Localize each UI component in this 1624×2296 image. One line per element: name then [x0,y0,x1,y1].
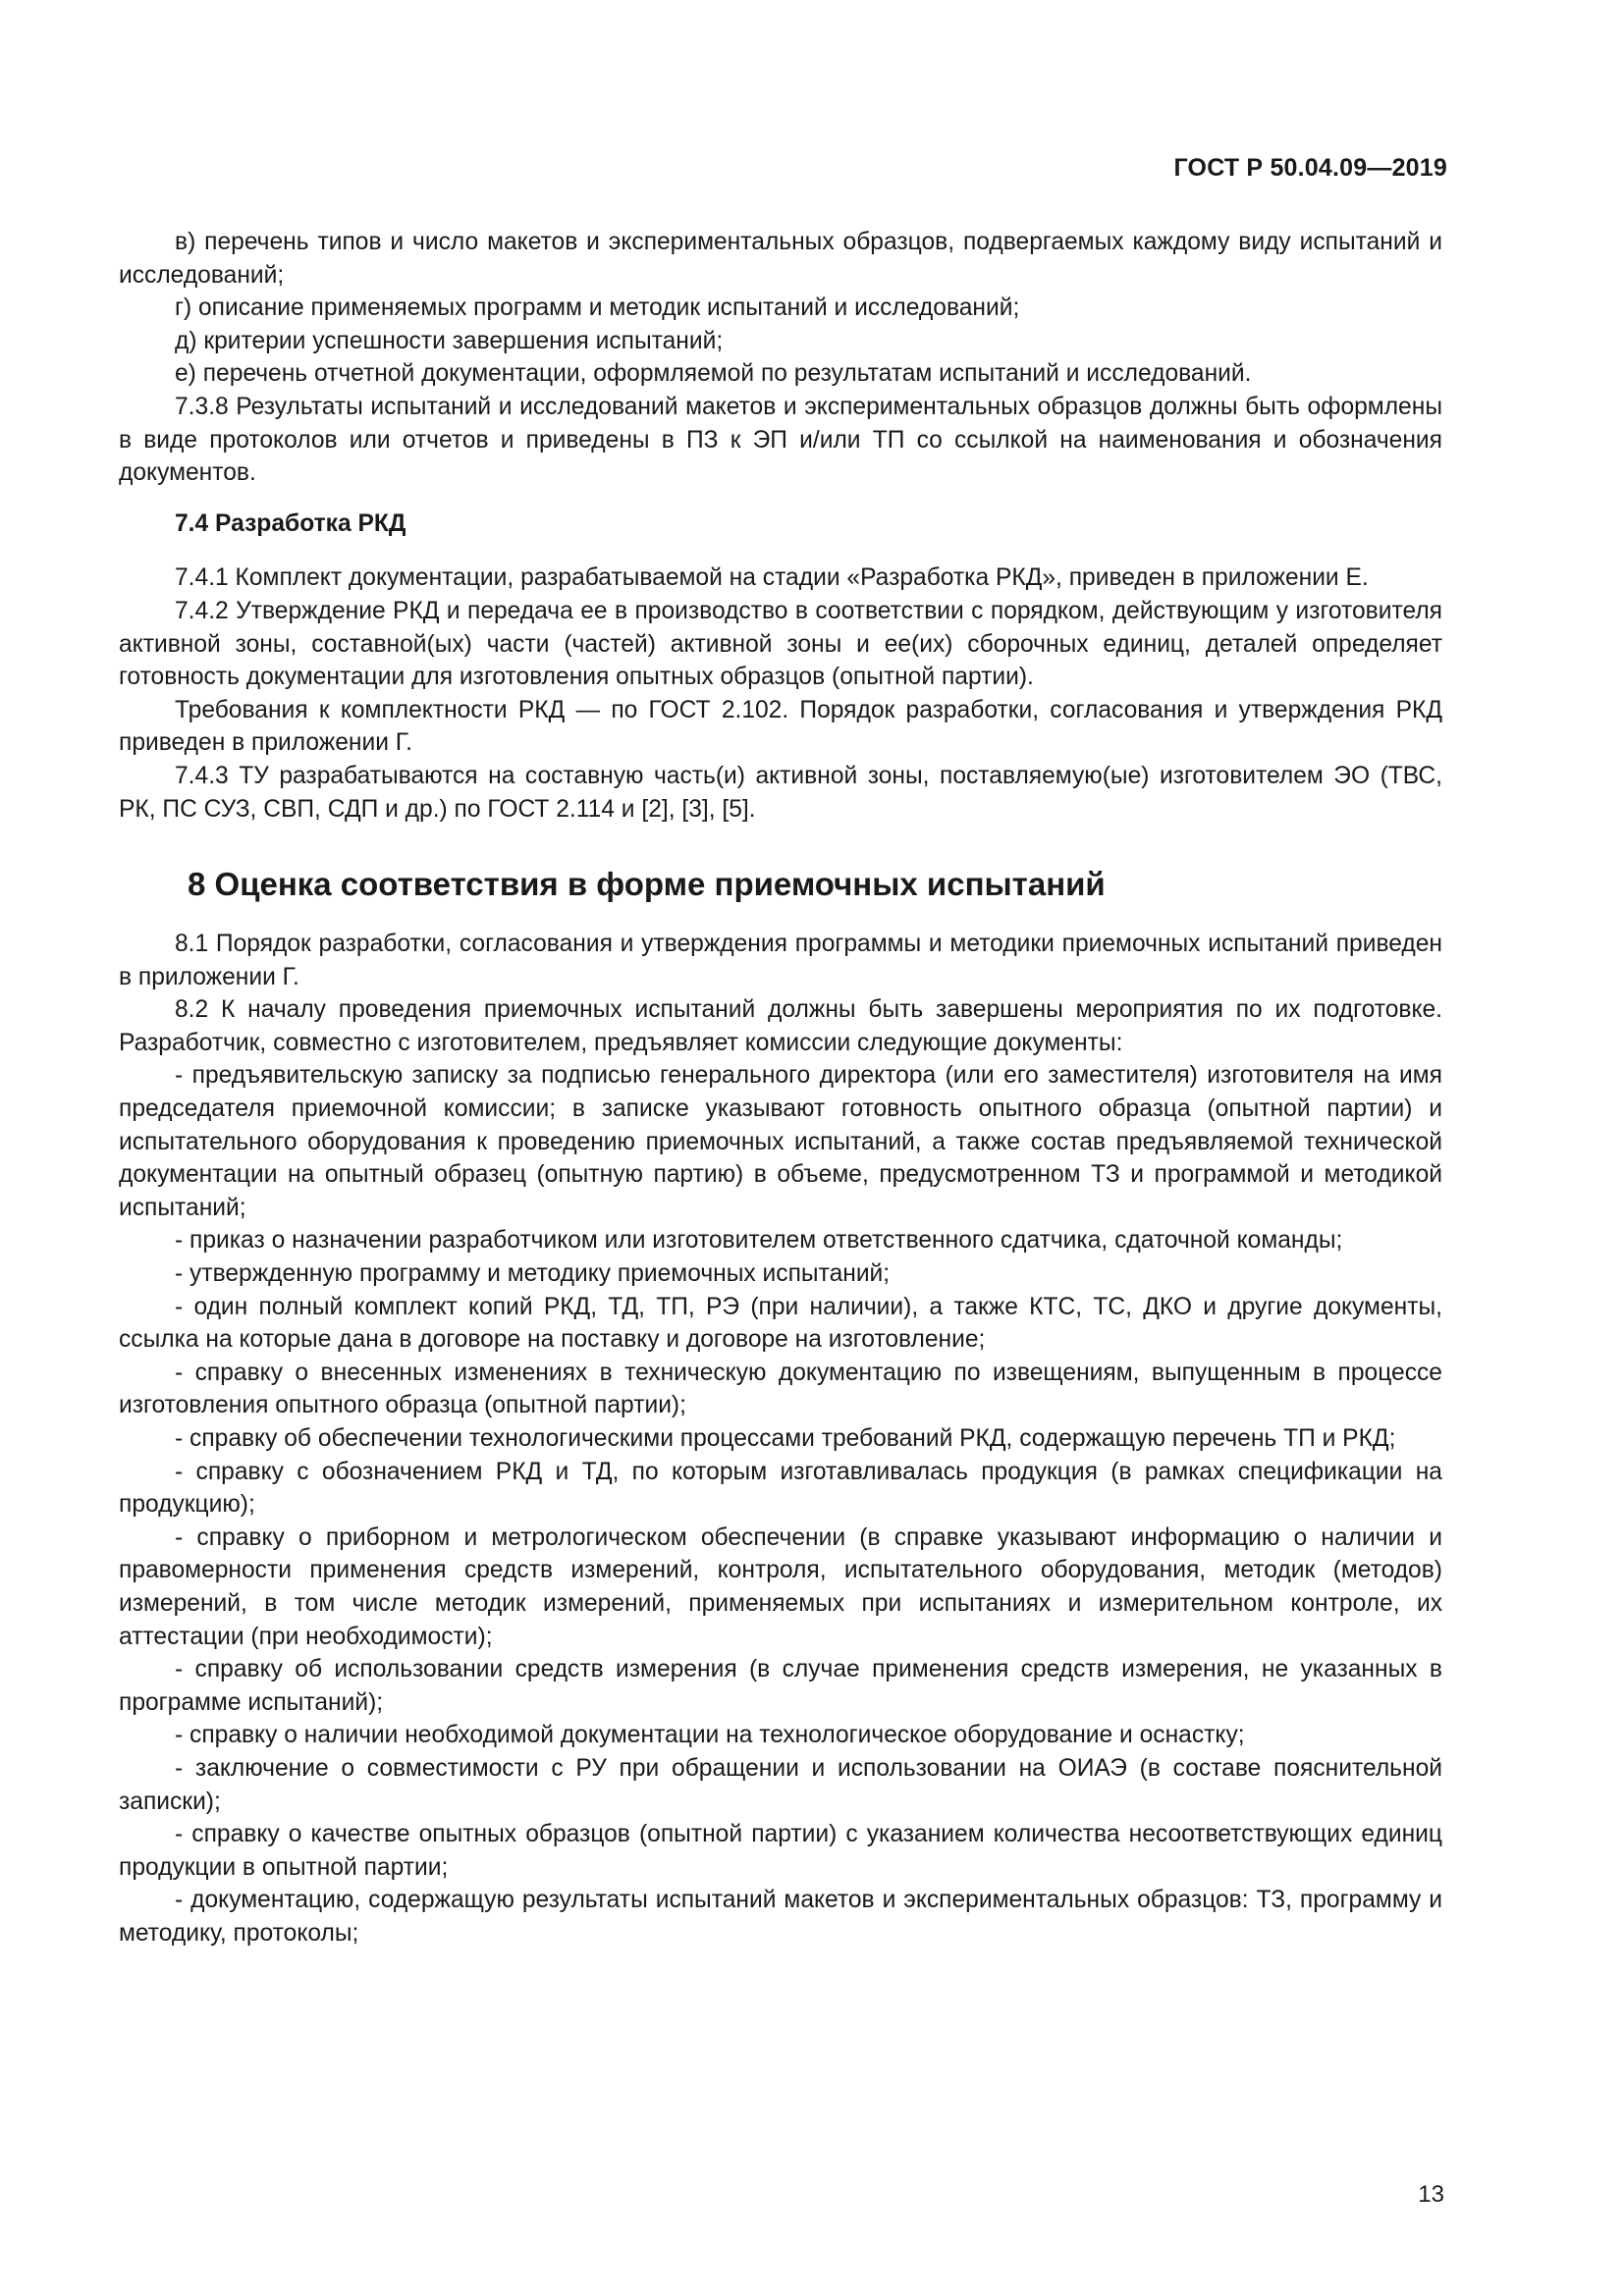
clause-8-1: 8.1 Порядок разработки, согласования и утверждения программы и методики приемочных испытаний приведен в приложении Г. [119,931,1442,990]
document-list-item: - заключение о совместимости с РУ при обращении и использовании на ОИАЭ (в составе пояснительной записки); [119,1754,1442,1815]
rkd-requirements-paragraph: Требования к комплектности РКД — по ГОСТ 2.102. Порядок разработки, согласования и утверждения РКД приведен в приложении Г. [119,696,1442,757]
document-list-item: - справку о качестве опытных образцов (опытной партии) с указанием количества несоответствующих единиц продукции в опытной партии; [119,1821,1442,1881]
document-list-item: - документацию, содержащую результаты испытаний макетов и экспериментальных образцов: ТЗ, программу и методику, протоколы; [119,1887,1442,1947]
clause-7-4-3: 7.4.3 ТУ разрабатываются на составную часть(и) активной зоны, поставляемую(ые) изготовителем ЭО (ТВС, РК, ПС СУЗ, СВП, СДП и др.) по ГОСТ 2.114 и [2], [3], [5]. [119,762,1442,823]
document-list-item: - справку об обеспечении технологическими процессами требований РКД, содержащую перечень ТП и РКД; [175,1425,1396,1452]
page-content [119,226,1442,1950]
document-list-item: - справку с обозначением РКД и ТД, по которым изготавливалась продукция (в рамках спецификации на продукцию); [119,1458,1442,1519]
section-7-4-heading: 7.4 Разработка РКД [175,509,406,537]
section-8-heading: 8 Оценка соответствия в форме приемочных испытаний [188,866,1106,903]
document-list-item: - предъявительскую записку за подписью генерального директора (или его заместителя) изготовителя на имя председателя приемочной комиссии; в записке указывают готовность опытного образца (опытной партии) и испытательного оборудования к проведению приемочных испытаний, а также состав предъявляемой технической документации на опытный образец (опытную партию) в объеме, предусмотренном ТЗ и программой и методикой испытаний; [119,1062,1442,1221]
list-item-v: в) перечень типов и число макетов и экспериментальных образцов, подвергаемых каждому виду испытаний и исследований; [119,229,1442,289]
list-item-e: е) перечень отчетной документации, оформляемой по результатам испытаний и исследований. [175,360,1252,388]
list-item-d: д) критерии успешности завершения испытаний; [175,327,724,354]
document-list-item: - справку о внесенных изменениях в техническую документацию по извещениям, выпущенным в процессе изготовления опытного образца (опытной партии); [119,1359,1442,1419]
clause-7-3-8: 7.3.8 Результаты испытаний и исследований макетов и экспериментальных образцов должны быть оформлены в виде протоколов или отчетов и приведены в ПЗ к ЭП и/или ТП со ссылкой на наименования и обозначения документов. [119,393,1442,487]
clause-7-4-1: 7.4.1 Комплект документации, разрабатываемой на стадии «Разработка РКД», приведен в приложении Е. [175,564,1369,592]
document-code: ГОСТ Р 50.04.09—2019 [1173,154,1447,182]
page-number: 13 [1418,2181,1444,2208]
list-item-g: г) описание применяемых программ и методик испытаний и исследований; [175,294,1020,322]
clause-8-2: 8.2 К началу проведения приемочных испытаний должны быть завершены мероприятия по их подготовке. Разработчик, совместно с изготовителем, предъявляет комиссии следующие документы: [119,996,1442,1056]
document-list-item: - справку об использовании средств измерения (в случае применения средств измерения, не указанных в программе испытаний); [119,1656,1442,1716]
document-list-item: - приказ о назначении разработчиком или изготовителем ответственного сдатчика, сдаточной команды; [175,1227,1343,1255]
document-list-item: - справку о приборном и метрологическом обеспечении (в справке указывают информацию о наличии и правомерности применения средств измерений, контроля, испытательного оборудования, методик (методов) измерений, в том числе методик измерений, применяемых при испытаниях и измерительном контроле, их аттестации (при необходимости); [119,1523,1442,1650]
clause-7-4-2: 7.4.2 Утверждение РКД и передача ее в производство в соответствии с порядком, действующим у изготовителя активной зоны, составной(ых) части (частей) активной зоны и ее(их) сборочных единиц, деталей определяет готовность документации для изготовления опытных образцов (опытной партии). [119,597,1442,691]
document-list-item: - один полный комплект копий РКД, ТД, ТП, РЭ (при наличии), а также КТС, ТС, ДКО и другие документы, ссылка на которые дана в договоре на поставку и договоре на изготовление; [119,1293,1442,1354]
document-list-item: - справку о наличии необходимой документации на технологическое оборудование и оснастку; [175,1722,1245,1749]
document-list-item: - утвержденную программу и методику приемочных испытаний; [175,1260,891,1288]
